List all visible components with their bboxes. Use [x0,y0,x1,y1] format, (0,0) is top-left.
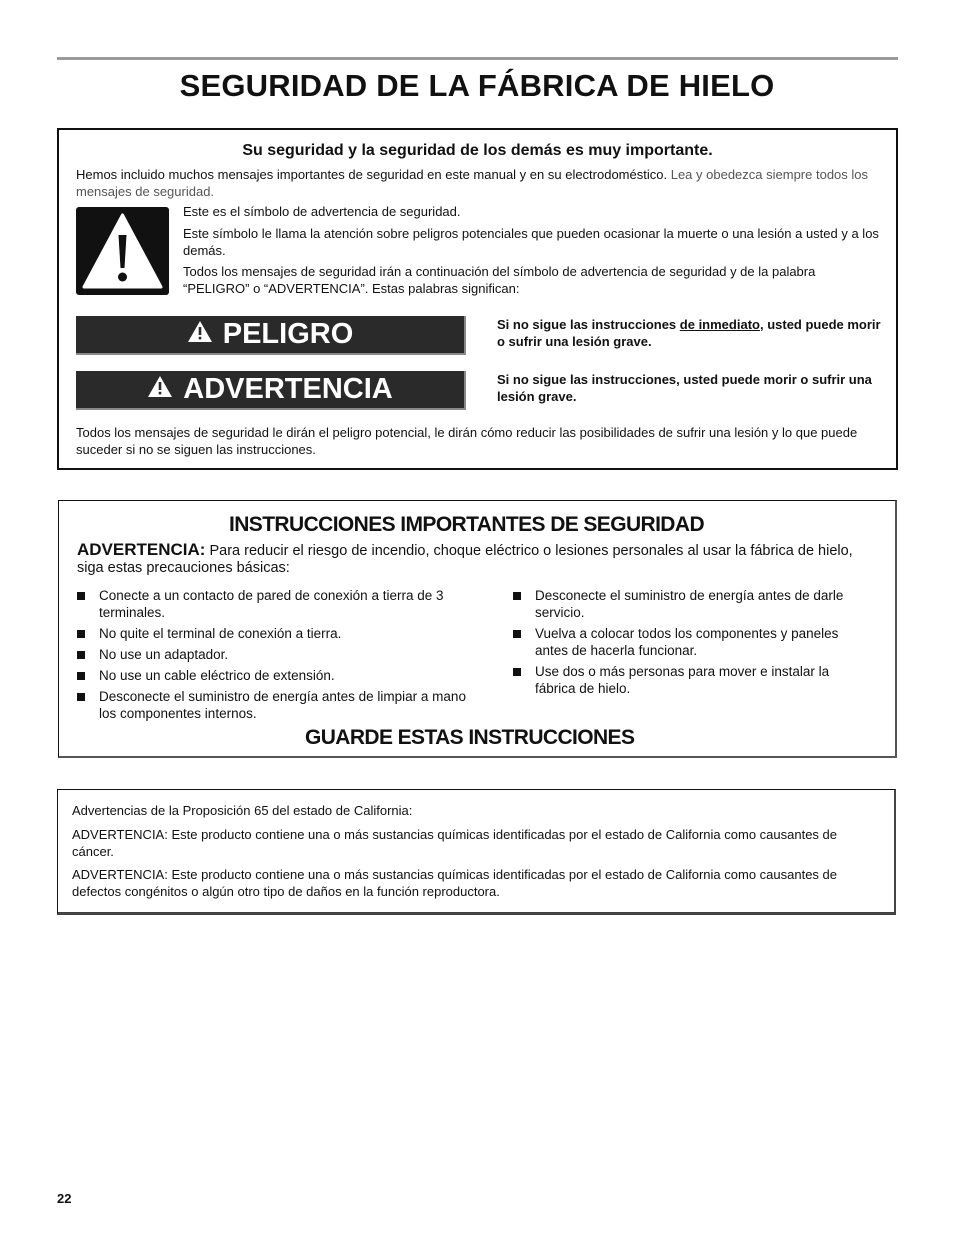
page-title: SEGURIDAD DE LA FÁBRICA DE HIELO [179,68,775,103]
safety-notice-box [57,128,898,470]
symbol-description-1: Este es el símbolo de advertencia de seguridad. [183,204,461,219]
list-item [77,688,467,722]
danger-description [497,316,887,350]
safety-subtitle: Su seguridad y la seguridad de los demás es muy importante. [242,142,713,159]
safety-intro [76,166,881,200]
precautions-right-list [513,587,873,701]
safety-intro-gray: Lea y obedezca siempre todos los mensajes de seguridad. [76,167,869,199]
list-item-text: Use dos o más personas para mover e instalar la fábrica de hielo. [535,664,830,696]
prop65-warning-cancer: ADVERTENCIA: Este producto contiene una o más sustancias químicas identificadas por el estado de California como causantes de cáncer. [72,827,838,859]
prop65-heading: Advertencias de la Proposición 65 del estado de California: [72,803,413,818]
list-item-text: No quite el terminal de conexión a tierra. [99,626,342,641]
square-bullet-icon [513,592,521,600]
warning-description: Si no sigue las instrucciones, usted puede morir o sufrir una lesión grave. [497,372,872,404]
symbol-description-3: Todos los mensajes de seguridad irán a continuación del símbolo de advertencia de seguridad y de la palabra “PELIGRO” o “ADVERTENCIA”. Estas palabras significan: [183,264,816,296]
prop65-box [57,789,896,915]
square-bullet-icon [77,630,85,638]
square-bullet-icon [77,672,85,680]
important-instructions-box [58,500,897,758]
danger-desc-after: , usted puede morir o sufrir una lesión grave. [497,317,881,349]
list-item-text: Conecte a un contacto de pared de conexión a tierra de 3 terminales. [99,588,444,620]
instructions-warning [77,541,877,577]
warning-banner [76,371,466,410]
save-instructions-footer: GUARDE ESTAS INSTRUCCIONES [305,726,635,749]
safety-intro-main: Hemos incluido muchos mensajes importantes de seguridad en este manual y en su electrodoméstico. [76,167,668,182]
list-item-text: Desconecte el suministro de energía antes de darle servicio. [535,588,844,620]
list-item [77,587,467,621]
danger-desc-underlined: de inmediato [679,317,760,332]
page-number: 22 [57,1191,72,1206]
danger-label: PELIGRO [222,318,354,350]
list-item-text: Vuelva a colocar todos los componentes y paneles antes de hacerla funcionar. [535,626,839,658]
list-item-text: No use un cable eléctrico de extensión. [99,668,335,683]
instructions-warning-lead: ADVERTENCIA: [77,540,206,559]
warning-triangle-icon [147,371,173,408]
square-bullet-icon [77,651,85,659]
square-bullet-icon [77,693,85,701]
list-item [513,625,873,659]
square-bullet-icon [77,592,85,600]
top-rule [57,57,898,60]
warning-triangle-icon [187,316,213,353]
instructions-heading: INSTRUCCIONES IMPORTANTES DE SEGURIDAD [229,513,705,536]
danger-desc-before: Si no sigue las instrucciones [497,317,680,332]
square-bullet-icon [513,668,521,676]
warning-label: ADVERTENCIA [183,373,393,405]
list-item-text: No use un adaptador. [99,647,229,662]
list-item [77,667,467,684]
precautions-left-list [77,587,467,726]
list-item [513,663,873,697]
symbol-description-2: Este símbolo le llama la atención sobre peligros potenciales que pueden ocasionar la muerte o una lesión a usted y a los demás. [183,226,879,258]
prop65-warning-reproductive: ADVERTENCIA: Este producto contiene una o más sustancias químicas identificadas por el estado de California como causantes de defectos congénitos o algún otro tipo de daños en la función reproductora. [72,867,838,899]
instructions-warning-text: Para reducir el riesgo de incendio, choque eléctrico o lesiones personales al usar la fábrica de hielo, siga estas precauciones básicas: [77,543,853,576]
safety-outro: Todos los mensajes de seguridad le dirán el peligro potencial, le dirán cómo reducir las posibilidades de sufrir una lesión y lo que puede suceder si no se siguen las instrucciones. [76,425,858,457]
list-item [513,587,873,621]
list-item [77,625,467,642]
list-item-text: Desconecte el suministro de energía antes de limpiar a mano los componentes internos. [99,689,466,721]
danger-banner [76,316,466,355]
square-bullet-icon [513,630,521,638]
safety-alert-exclamation-icon [76,207,169,295]
list-item [77,646,467,663]
